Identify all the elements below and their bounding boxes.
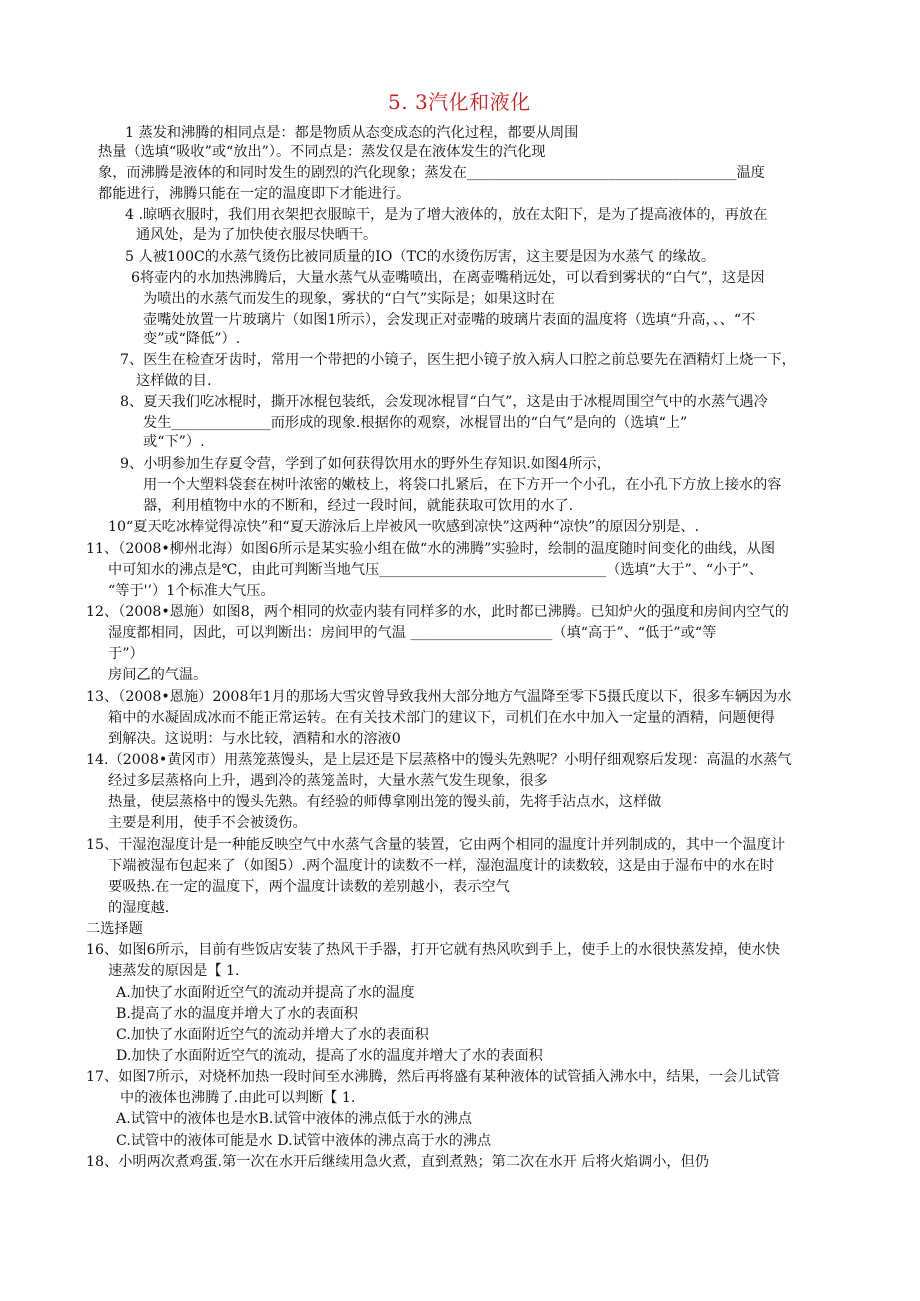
text-line: 11、（2008•柳州北海）如图6所示是某实验小组在做“水的沸腾”实验时，绘制的温度随时间变化的曲线，从图: [86, 541, 776, 557]
option-line: D.加快了水面附近空气的流动，提高了水的温度并增大了水的表面积: [116, 1048, 543, 1064]
text-line: 都能进行，沸腾只能在一定的温度即下才能进行。: [98, 186, 411, 202]
text-line: 15、干湿泡湿度计是一种能反映空气中水蒸气含量的装置，它由两个相同的温度计并列制成的，其中一个温度计: [86, 837, 786, 853]
page-title: 5. 3汽化和液化: [388, 90, 531, 114]
text-line: 湿度都相同，因此，可以判断出：房间甲的气温 ____________________（填“高于”、“低于”或“等: [108, 625, 717, 641]
text-line: 5 人被100C的水蒸气烫伤比被同质量的IO（TC的水烫伤厉害，这主要是因为水蒸气 的缘故。: [125, 249, 716, 265]
text-line: 7、医生在检查牙齿时，常用一个带把的小镜子，医生把小镜子放入病人口腔之前总要先在酒精灯上烧一下，: [120, 352, 796, 368]
text-line: 9、小明参加生存夏令营，学到了如何获得饮用水的野外生存知识.如图4所示，: [120, 456, 611, 472]
option-line: A.加快了水面附近空气的流动并提高了水的温度: [116, 985, 415, 1001]
text-line: 8、夏天我们吃冰棍时，撕开冰棍包装纸，会发现冰棍冒“白气”，这是由于冰棍周围空气中的水蒸气遇冷: [120, 394, 768, 410]
text-line: 器，利用植物中水的不断和，经过一段时间，就能获取可饮用的水了.: [143, 498, 574, 514]
text-line: 热量（选填“吸收”或“放出”）。不同点是：蒸发仅是在液体发生的汽化现: [98, 144, 546, 160]
text-line: 的湿度越.: [108, 900, 170, 916]
text-line: 主要是利用，使手不会被烫伤。: [108, 815, 307, 831]
text-line: 1 蒸发和沸腾的相同点是：都是物质从态变成态的汽化过程，都要从周围: [125, 125, 579, 141]
text-line: 16、如图6所示，目前有些饭店安装了热风干手器，打开它就有热风吹到手上，使手上的水很快蒸发掉，使水快: [86, 942, 780, 958]
text-line: 13、（2008•恩施）2008年1月的那场大雪灾曾导致我州大部分地方气温降至零下5摄氏度以下，很多车辆因为水: [86, 689, 792, 705]
text-line: 17、如图7所示，对烧杯加热一段时间至水沸腾，然后再将盛有某种液体的试管插入沸水中，结果，一会儿试管: [86, 1069, 780, 1085]
text-line: 用一个大塑料袋套在树叶浓密的嫩枝上，将袋口扎紧后，在下方开一个小孔，在小孔下方放上接水的容: [143, 477, 782, 493]
text-line: 6将壶内的水加热沸腾后，大量水蒸气从壶嘴喷出，在离壶嘴稍远处，可以看到雾状的“白气”，这是因: [131, 270, 765, 286]
text-line: 经过多层蒸格向上升，遇到冷的蒸笼盖时，大量水蒸气发生现象，很多: [108, 773, 548, 789]
option-line: B.提高了水的温度并增大了水的表面积: [116, 1006, 358, 1022]
text-line: 这样做的目.: [136, 373, 212, 389]
text-line: 房间乙的气温。: [108, 667, 208, 683]
text-line: 箱中的水凝固成冰而不能正常运转。在有关技术部门的建议下，司机们在水中加入一定量的酒精，问题便得: [108, 710, 775, 726]
text-line: 中可知水的沸点是℃，由此可判断当地气压________________________________（选填“大于”、“小于”、: [108, 562, 763, 578]
text-line: 到解决。这说明：与水比较，酒精和水的溶液0: [108, 731, 401, 747]
section-heading: 二选择题: [86, 921, 143, 937]
text-line: 于”）: [108, 646, 144, 662]
text-line: 为喷出的水蒸气而发生的现象，雾状的“白气”实际是；如果这时在: [143, 291, 555, 307]
text-line: 象，而沸腾是液体的和同时发生的剧烈的汽化现象；蒸发在______________________________________温度: [98, 165, 765, 181]
option-line: C.加快了水面附近空气的流动并增大了水的表面积: [116, 1027, 429, 1043]
text-line: 发生______________而形成的现象.根据你的观察，冰棍冒出的“白气”是向的（选填“上”: [143, 415, 688, 431]
text-line: 热量，使层蒸格中的馒头先熟。有经验的师傅拿刚出笼的馒头前，先将手沾点水，这样做: [108, 794, 662, 810]
text-line: 14.（2008•黄冈市）用蒸笼蒸馒头，是上层还是下层蒸格中的馒头先熟呢？小明仔细观察后发现：高温的水蒸气: [86, 752, 792, 768]
text-line: 下端被湿布包起来了（如图5）.两个温度计的读数不一样，湿泡温度计的读数较，这是由于湿布中的水在时: [108, 858, 775, 874]
text-line: 壶嘴处放置一片玻璃片（如图1所示），会发现正对壶嘴的玻璃片表面的温度将（选填“升高，、、“不: [143, 312, 756, 328]
text-line: 通风处，是为了加快使衣服尽快晒干。: [136, 227, 378, 243]
text-line: 4 .晾晒衣服时，我们用衣架把衣服晾干，是为了增大液体的，放在太阳下，是为了提高液体的，再放在: [125, 207, 768, 223]
text-line: 18、小明两次煮鸡蛋.第一次在水开后继续用急火煮，直到煮熟；第二次在水开 后将火焰调小，但仍: [86, 1154, 709, 1170]
text-line: 要吸热.在一定的温度下，两个温度计读数的差别越小，表示空气: [108, 879, 510, 895]
text-line: 速蒸发的原因是【 1.: [108, 963, 240, 979]
text-line: 变”或“降低”）.: [143, 331, 241, 347]
text-line: 12、（2008•恩施）如图8，两个相同的炊壶内装有同样多的水，此时都已沸腾。已知炉火的强度和房间内空气的: [86, 604, 789, 620]
text-line: 中的液体也沸腾了.由此可以判断【 1.: [120, 1090, 356, 1106]
text-line: 10“夏天吃冰棒觉得凉快”和“夏天游泳后上岸被风一吹感到凉快”这两种“凉快”的原因分别是、.: [108, 519, 700, 535]
option-line: C.试管中的液体可能是水 D.试管中液体的沸点高于水的沸点: [116, 1133, 492, 1149]
option-line: A.试管中的液体也是水B.试管中液体的沸点低于水的沸点: [116, 1111, 473, 1127]
text-line: 或“下”）.: [143, 434, 205, 450]
text-line: “等于'’）1个标准大气压。: [108, 583, 275, 599]
